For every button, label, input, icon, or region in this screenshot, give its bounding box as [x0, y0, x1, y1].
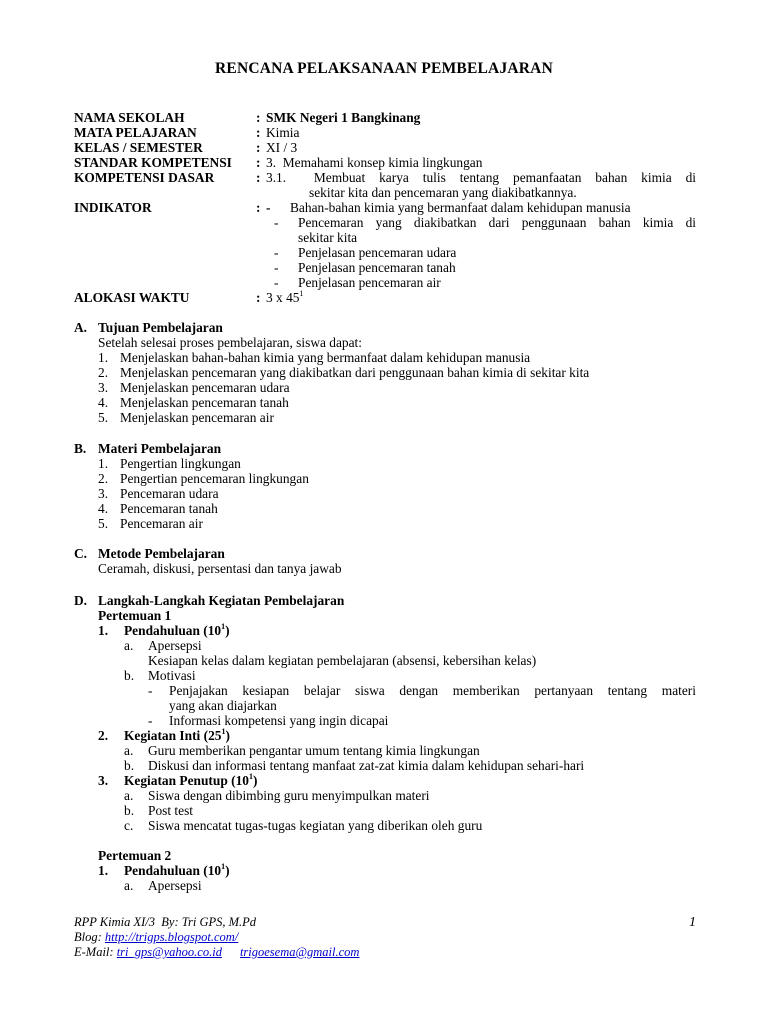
email-link-yahoo[interactable]: tri_gps@yahoo.co.id [116, 945, 222, 959]
indikator-item-continuation: sekitar kita [298, 230, 358, 245]
list-item: 1. Menjelaskan bahan-bahan kimia yang bermanfaat dalam kehidupan manusia [98, 350, 531, 365]
page-number: 1 [689, 915, 696, 930]
label-standar-kompetensi: STANDAR KOMPETENSI [74, 155, 232, 170]
section-heading: A. Tujuan Pembelajaran [74, 320, 223, 335]
indikator-item: - Bahan-bahan kimia yang bermanfaat dalam kehidupan manusia [266, 200, 631, 215]
row-kompetensi-dasar: KOMPETENSI DASAR : 3.1. Membuat karya tulis tentang pemanfaatan bahan kimia di sekitar kita dan pencemaran yang diakibatkannya. [74, 170, 696, 200]
motivasi-bullet-continuation: yang akan diajarkan [169, 698, 277, 713]
motivasi-bullet: - Penjajakan kesiapan belajar siswa dengan memberikan pertanyaan tentang materi [148, 683, 696, 698]
list-item: 5. Pencemaran air [98, 516, 203, 531]
apersepsi-item: a. Apersepsi [124, 878, 202, 893]
section-intro: Setelah selesai proses pembelajaran, siswa dapat: [98, 335, 363, 350]
label-indikator: INDIKATOR [74, 200, 152, 215]
value-nama-sekolah: SMK Negeri 1 Bangkinang [266, 110, 421, 125]
list-item: b. Diskusi dan informasi tentang manfaat zat-zat kimia dalam kehidupan sehari-hari [124, 758, 585, 773]
motivasi-item: b. Motivasi [124, 668, 196, 683]
list-item: 4. Pencemaran tanah [98, 501, 218, 516]
label-kelas-semester: KELAS / SEMESTER [74, 140, 203, 155]
indikator-list [74, 215, 696, 290]
list-item: 1. Pengertian lingkungan [98, 456, 241, 471]
list-item: a. Guru memberikan pengantar umum tentang kimia lingkungan [124, 743, 480, 758]
list-item: 3. Menjelaskan pencemaran udara [98, 380, 290, 395]
row-mata-pelajaran: MATA PELAJARAN : Kimia [74, 125, 696, 140]
footer-author: RPP Kimia XI/3 By: Tri GPS, M.Pd [74, 915, 257, 929]
apersepsi-item: a. Apersepsi [124, 638, 202, 653]
pertemuan-2-heading: Pertemuan 2 [98, 848, 172, 863]
list-item: 4. Menjelaskan pencemaran tanah [98, 395, 289, 410]
section-heading: D. Langkah-Langkah Kegiatan Pembelajaran [74, 593, 345, 608]
label-mata-pelajaran: MATA PELAJARAN [74, 125, 197, 140]
row-nama-sekolah: NAMA SEKOLAH : SMK Negeri 1 Bangkinang [74, 110, 696, 125]
kegiatan-penutup-heading: 3. Kegiatan Penutup $(10^1)$ [98, 772, 258, 788]
value-kelas-semester: XI / 3 [266, 140, 298, 155]
footer-email: E-Mail: tri_gps@yahoo.co.id trigoesema@gmail.com [74, 945, 360, 959]
value-mata-pelajaran: Kimia [266, 125, 300, 140]
identity-block [74, 110, 696, 305]
kegiatan-inti-heading: 2. Kegiatan Inti $(25^1)$ [98, 727, 230, 743]
indikator-item: - Pencemaran yang diakibatkan dari penggunaan bahan kimia di [274, 215, 696, 230]
section-heading: C. Metode Pembelajaran [74, 546, 225, 561]
row-kelas-semester: KELAS / SEMESTER : XI / 3 [74, 140, 696, 155]
document-title: RENCANA PELAKSANAAN PEMBELAJARAN [215, 60, 553, 77]
list-item: 3. Pencemaran udara [98, 486, 219, 501]
pendahuluan-heading: 1. Pendahuluan $(10^1)$ [98, 862, 230, 878]
indikator-item: - Penjelasan pencemaran udara [274, 245, 457, 260]
section-metode [74, 546, 696, 576]
row-standar-kompetensi: STANDAR KOMPETENSI : 3. Memahami konsep kimia lingkungan [74, 155, 696, 170]
pendahuluan-heading: 1. Pendahuluan $(10^1)$ [98, 622, 230, 638]
pertemuan-1-heading: Pertemuan 1 [98, 608, 172, 623]
indikator-item: - Penjelasan pencemaran tanah [274, 260, 456, 275]
list-item: 2. Pengertian pencemaran lingkungan [98, 471, 309, 486]
value-kompetensi-dasar-line1: 3.1. Membuat karya tulis tentang pemanfaatan bahan kimia di [266, 170, 696, 185]
value-kompetensi-dasar-line2: sekitar kita dan pencemaran yang diakibatkannya. [309, 185, 577, 200]
list-item: a. Siswa dengan dibimbing guru menyimpulkan materi [124, 788, 430, 803]
label-nama-sekolah: NAMA SEKOLAH [74, 110, 185, 125]
label-kompetensi-dasar: KOMPETENSI DASAR [74, 170, 215, 185]
motivasi-bullet: - Informasi kompetensi yang ingin dicapai [148, 713, 389, 728]
section-heading: B. Materi Pembelajaran [74, 441, 222, 456]
row-indikator: INDIKATOR : - Bahan-bahan kimia yang bermanfaat dalam kehidupan manusia [74, 200, 696, 215]
indikator-item: - Penjelasan pencemaran air [274, 275, 441, 290]
blog-link[interactable]: http://trigps.blogspot.com/ [104, 930, 239, 944]
row-alokasi-waktu: ALOKASI WAKTU : 3 x $45^1$ [74, 290, 696, 305]
value-standar-kompetensi: 3. Memahami konsep kimia lingkungan [266, 155, 483, 170]
footer-blog: Blog: http://trigps.blogspot.com/ [74, 930, 239, 944]
list-item: 5. Menjelaskan pencemaran air [98, 410, 274, 425]
section-tujuan [74, 320, 696, 425]
value-alokasi-waktu: 3 x $45^1$ [266, 289, 304, 305]
page-footer [74, 915, 696, 960]
section-langkah [74, 593, 696, 893]
section-materi [74, 441, 696, 531]
email-link-gmail[interactable]: trigoesema@gmail.com [239, 945, 360, 959]
apersepsi-text: Kesiapan kelas dalam kegiatan pembelajaran (absensi, kebersihan kelas) [148, 653, 537, 668]
list-item: 2. Menjelaskan pencemaran yang diakibatkan dari penggunaan bahan kimia di sekitar kita [98, 365, 590, 380]
section-text: Ceramah, diskusi, persentasi dan tanya jawab [98, 561, 342, 576]
list-item: b. Post test [124, 803, 194, 818]
label-alokasi-waktu: ALOKASI WAKTU [74, 290, 190, 305]
list-item: c. Siswa mencatat tugas-tugas kegiatan yang diberikan oleh guru [124, 818, 483, 833]
